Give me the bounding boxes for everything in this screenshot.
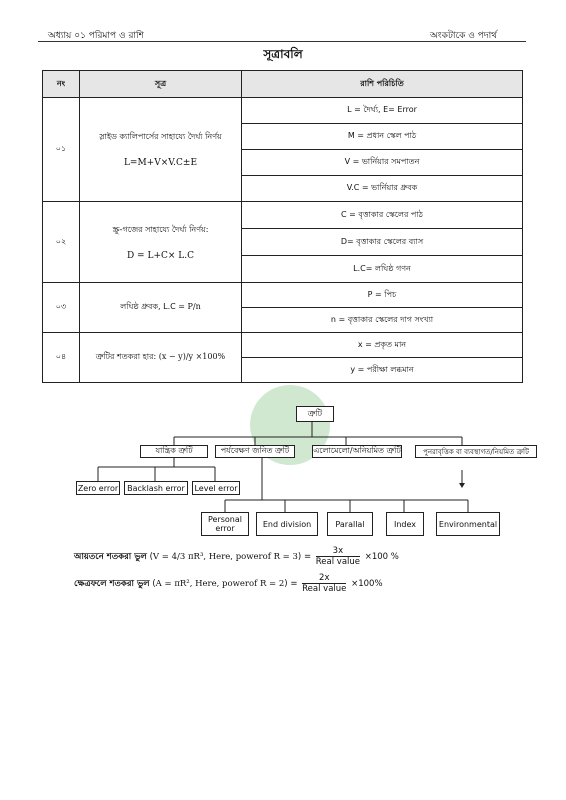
tree-leaf-zero-error: Zero error: [76, 481, 120, 495]
tree-leaf-level-error: Level error: [192, 481, 240, 495]
area-error-fraction: [302, 573, 346, 594]
quantity-cell: V.C = ভার্নিয়ার ধ্রুবক: [242, 176, 523, 202]
tree-root: ত্রুটি: [296, 406, 334, 422]
tree-node-mechanical: যান্ত্রিক ত্রুটি: [140, 445, 208, 458]
tree-leaf-environmental: Environmental: [436, 512, 500, 536]
quantity-cell: n = বৃত্তাকার স্কেলের দাগ সংখ্যা: [242, 308, 523, 333]
header-chapter: অধ্যায় ০১ পরিমাপ ও রাশি: [48, 31, 144, 41]
page-title: সূত্রাবলি: [263, 47, 303, 61]
volume-error-denominator: Real value: [315, 557, 361, 567]
formula-desc: স্লাইড ক্যালিপার্সের সাহায্যে দৈর্ঘ্য নির্ণয়: [99, 132, 222, 141]
quantity-cell: y = পরীক্ষা লব্ধমান: [242, 358, 523, 383]
area-error-numerator: 2x: [302, 573, 346, 584]
header-book: অংকটাকে ও পদার্থ: [430, 31, 498, 41]
volume-error-fraction: [316, 546, 360, 567]
area-error-tail: ×100%: [351, 579, 383, 589]
area-error-denominator: Real value: [302, 584, 347, 594]
volume-error-equation: আয়তনে শতকরা ভুল (V = 4/3 πR³, Here, powerof R = 3) = $\frac{3x}{\text{Real value}}$ ×100 %: [74, 546, 399, 567]
volume-error-label: আয়তনে শতকরা ভুল: [74, 552, 147, 562]
quantity-cell: P = পিচ: [242, 283, 523, 308]
quantity-cell: L.C= লঘিষ্ঠ গণন: [242, 256, 523, 283]
volume-error-body: V = 4/3 πR³, Here, powerof R = 3: [152, 552, 298, 562]
formula-expr: L=M+V×V.C±E: [123, 158, 198, 168]
volume-error-tail: ×100 %: [364, 552, 399, 562]
row-number: ০১: [43, 98, 80, 202]
area-error-equation: ক্ষেত্রফলে শতকরা ভুল (A = πR², Here, powerof R = 2) = $\frac{2x}{\text{Real value}}$ ×100%: [74, 573, 383, 594]
area-error-body: A = πR², Here, powerof R = 2: [155, 579, 285, 589]
formula-desc: লঘিষ্ঠ ধ্রুবক, L.C =: [120, 302, 185, 311]
row-number: ০৪: [43, 333, 80, 383]
tree-node-random: এলোমেলো/অনিয়মিত ত্রুটি: [312, 445, 402, 458]
formula-desc: ত্রুটির শতকরা হার:: [95, 352, 157, 361]
formula-expr: D = L+C× L.C: [126, 250, 194, 261]
tree-leaf-backlash-error: Backlash error: [124, 481, 188, 495]
quantity-cell: M = প্রধান স্কেল পাঠ: [242, 124, 523, 150]
tree-node-systematic: পুনরাবৃত্তিক বা ব্যবস্থাগত/নিয়মিত ত্রুটি: [415, 445, 537, 458]
tree-leaf-end-division: End division: [256, 512, 318, 536]
quantity-cell: V = ভার্নিয়ার সমপাতন: [242, 150, 523, 176]
formula-desc: স্ক্রু-গজের সাহায্যে দৈর্ঘ্য নির্ণয়:: [112, 224, 209, 234]
area-error-label: ক্ষেত্রফলে শতকরা ভুল: [74, 579, 150, 589]
tree-node-observational: পর্যবেক্ষণ জনিত ত্রুটি: [215, 445, 295, 458]
quantity-cell: C = বৃত্তাকার স্কেলের পাঠ: [242, 202, 523, 229]
row-number: ০৩: [43, 283, 80, 333]
formula-expr: P/n: [187, 302, 201, 311]
row-number: ০২: [43, 202, 80, 283]
col-header-quantity: রাশি পরিচিতি: [242, 71, 523, 98]
col-header-no: নং: [43, 71, 80, 98]
quantity-cell: x = প্রকৃত মান: [242, 333, 523, 358]
formula-expr: (x − y)/y ×100%: [158, 352, 226, 361]
tree-leaf-parallal: Parallal: [327, 512, 373, 536]
volume-error-numerator: 3x: [316, 546, 360, 557]
quantity-cell: L = দৈর্ঘ্য, E= Error: [242, 98, 523, 124]
quantity-cell: D= বৃত্তাকার স্কেলের ব্যাস: [242, 229, 523, 256]
col-header-formula: সূত্র: [80, 71, 242, 98]
tree-leaf-personal-error: Personal error: [201, 512, 249, 536]
tree-leaf-index: Index: [386, 512, 424, 536]
